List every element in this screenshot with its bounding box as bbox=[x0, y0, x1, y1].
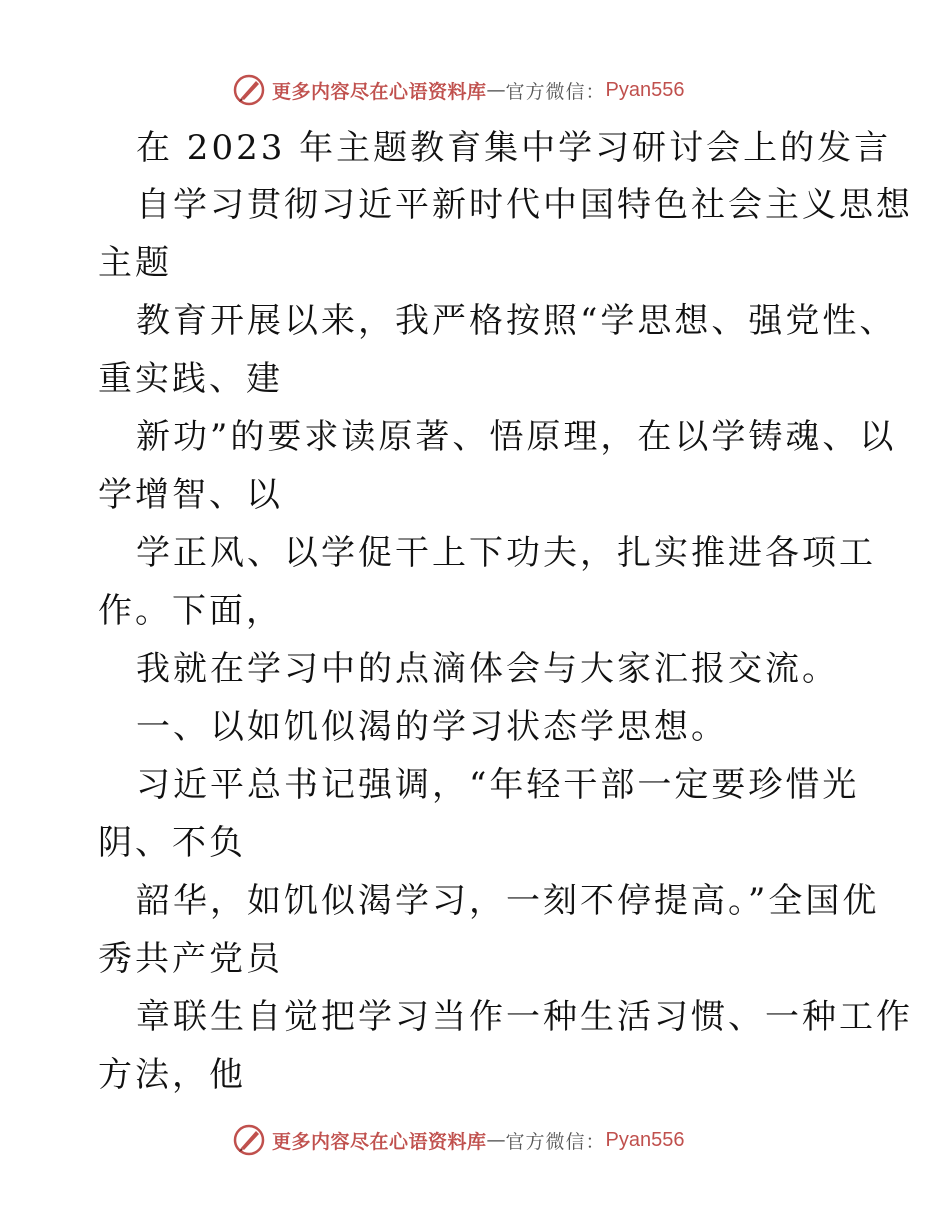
body-line: 章联生自觉把学习当作一种生活习惯、一种工作 bbox=[136, 997, 913, 1037]
body-line: 秀共产党员 bbox=[98, 939, 283, 979]
body-line: 作。下面， bbox=[98, 591, 283, 631]
document-title: 在 2023 年主题教育集中学习研讨会上的发言 bbox=[136, 128, 892, 168]
body-line: 学正风、以学促干上下功夫，扎实推进各项工 bbox=[136, 533, 876, 573]
body-line: 方法，他 bbox=[98, 1055, 246, 1095]
watermark-site-text: 更多内容尽在心语资料库 bbox=[272, 1130, 487, 1153]
section-heading: 一、以如饥似渴的学习状态学思想。 bbox=[136, 707, 728, 747]
body-line: 主题 bbox=[98, 243, 172, 283]
body-line: 自学习贯彻习近平新时代中国特色社会主义思想 bbox=[136, 185, 913, 225]
watermark-wechat-id: Pyan556 bbox=[605, 1128, 685, 1151]
body-line: 新功”的要求读原著、悟原理，在以学铸魂、以 bbox=[136, 417, 897, 457]
body-line: 学增智、以 bbox=[98, 475, 283, 515]
watermark-banner-top bbox=[232, 72, 685, 108]
body-line: 习近平总书记强调，“年轻干部一定要珍惜光 bbox=[136, 765, 860, 805]
body-line: 阴、不负 bbox=[98, 823, 246, 863]
body-line: 韶华，如饥似渴学习，一刻不停提高。”全国优 bbox=[136, 881, 880, 921]
watermark-site-text: 更多内容尽在心语资料库 bbox=[272, 80, 487, 103]
body-line: 我就在学习中的点滴体会与大家汇报交流。 bbox=[136, 649, 839, 689]
watermark-wechat-label: 官方微信： bbox=[505, 1130, 606, 1153]
pen-logo-icon bbox=[232, 1123, 266, 1157]
watermark-separator: — bbox=[486, 1129, 506, 1151]
watermark-banner-bottom bbox=[232, 1122, 685, 1158]
body-line: 重实践、建 bbox=[98, 359, 283, 399]
watermark-wechat-id: Pyan556 bbox=[605, 78, 685, 101]
watermark-wechat-label: 官方微信： bbox=[505, 80, 606, 103]
pen-logo-icon bbox=[232, 73, 266, 107]
body-line: 教育开展以来，我严格按照“学思想、强党性、 bbox=[136, 301, 897, 341]
watermark-separator: — bbox=[486, 79, 506, 101]
